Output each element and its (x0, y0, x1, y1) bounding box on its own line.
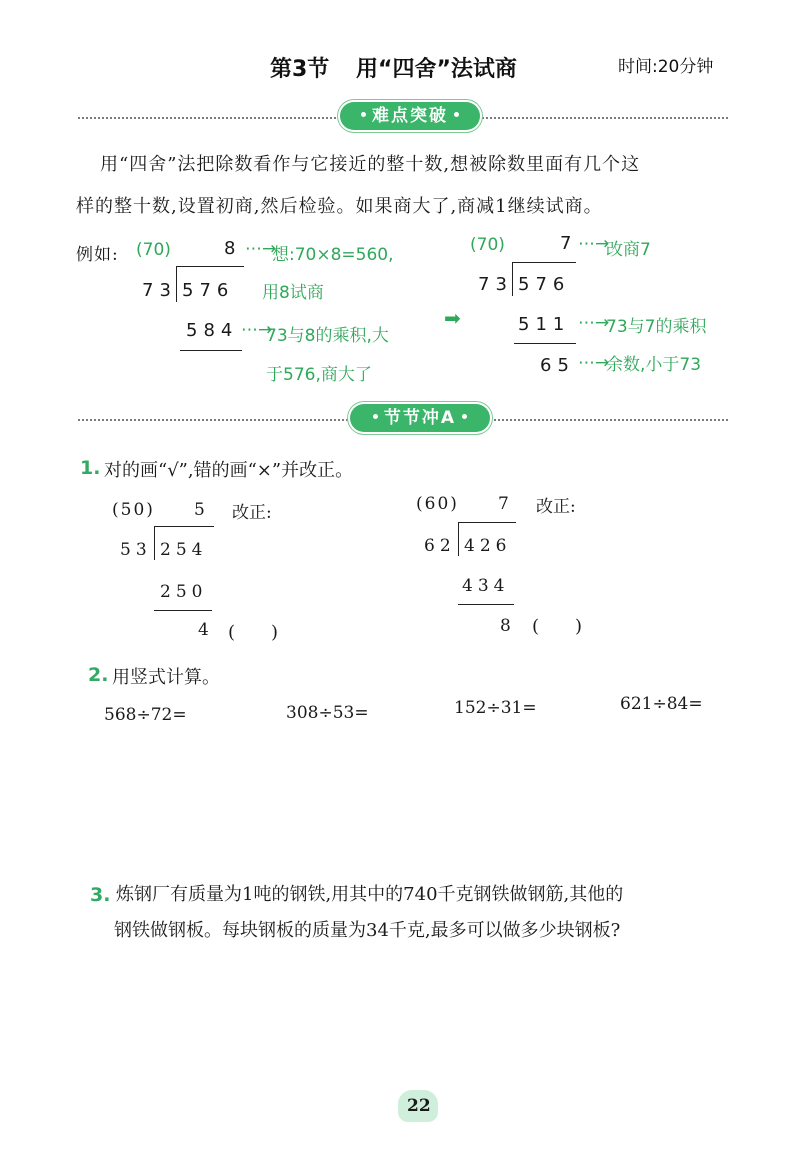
question-line-2: 钢铁做钢板。每块钢板的质量为34千克,最多可以做多少块钢板? (114, 920, 621, 941)
quotient: 5 (194, 500, 210, 520)
divisor: 62 (424, 536, 456, 556)
division-bracket (458, 522, 459, 556)
arrow-icon: ⋯→ (578, 234, 610, 254)
division-bar (154, 526, 214, 527)
correction-label: 改正: (536, 497, 576, 517)
note-try: 用8试商 (262, 283, 324, 303)
answer-parentheses[interactable]: ( ) (228, 622, 279, 643)
arrow-icon: ⋯→ (245, 239, 277, 259)
remainder-right: 65 (540, 355, 575, 376)
question-text: 用竖式计算。 (112, 667, 220, 688)
division-bar (458, 522, 516, 523)
division-bar (512, 262, 576, 263)
note-think: 想:70×8=560, (272, 245, 394, 265)
adjusted-quotient: 7 (560, 233, 578, 254)
product: 584 (186, 320, 239, 341)
quotient: 7 (498, 494, 514, 514)
expression-1: 568÷72= (104, 705, 187, 725)
right-arrow-icon: ➡ (444, 306, 461, 330)
dividend: 576 (182, 280, 235, 301)
banner-label: 难点突破 (372, 106, 448, 126)
banner-difficulty (340, 102, 480, 130)
bullet-dot (373, 414, 378, 419)
time-label: 时间:20分钟 (618, 57, 714, 77)
divisor: 73 (142, 280, 177, 301)
subtraction-line (514, 343, 576, 344)
product: 250 (160, 582, 208, 602)
remainder: 8 (500, 616, 516, 636)
expression-3: 152÷31= (454, 698, 537, 718)
page-number: 22 (407, 1096, 431, 1116)
bullet-dot (462, 414, 467, 419)
answer-parentheses[interactable]: ( ) (532, 616, 583, 637)
approx-divisor: (60) (416, 494, 459, 514)
subtraction-line (458, 604, 514, 605)
note-product-2: 于576,商大了 (266, 365, 372, 385)
remainder: 4 (198, 620, 214, 640)
division-bar (176, 266, 244, 267)
correction-label: 改正: (232, 503, 272, 523)
approx-divisor: (50) (112, 500, 155, 520)
question-text: 对的画“√”,错的画“×”并改正。 (104, 460, 354, 481)
arrow-icon: ⋯→ (241, 320, 273, 340)
divisor-right: 73 (478, 274, 513, 295)
note-product-1: 73与8的乘积,大 (266, 326, 389, 346)
expression-2: 308÷53= (286, 703, 369, 723)
expression-4: 621÷84= (620, 694, 703, 714)
dividend: 254 (160, 540, 208, 560)
section-title: 用“四舍”法试商 (356, 57, 517, 82)
question-number: 1. (80, 457, 101, 479)
product-right: 511 (518, 314, 571, 335)
arrow-icon: ⋯→ (578, 313, 610, 333)
banner-label: 节节冲A (383, 408, 457, 428)
section-number: 第3节 (270, 57, 330, 82)
product: 434 (462, 576, 510, 596)
approx-divisor: (70) (136, 240, 171, 260)
dividend: 426 (464, 536, 512, 556)
divisor: 53 (120, 540, 152, 560)
approx-divisor-right: (70) (470, 235, 505, 255)
bullet-dot (361, 112, 366, 117)
bullet-dot (454, 112, 459, 117)
note-change: 改商7 (606, 240, 651, 260)
division-bracket (154, 526, 155, 560)
example-label: 例如: (76, 245, 119, 265)
dividend-right: 576 (518, 274, 571, 295)
question-number: 2. (88, 664, 109, 686)
subtraction-line (154, 610, 212, 611)
intro-line-1: 用“四舍”法把除数看作与它接近的整十数,想被除数里面有几个这 (100, 154, 641, 175)
subtraction-line (180, 350, 242, 351)
note-remainder: 余数,小于73 (606, 355, 702, 375)
arrow-icon: ⋯→ (578, 353, 610, 373)
intro-line-2: 样的整十数,设置初商,然后检验。如果商大了,商减1继续试商。 (76, 196, 603, 217)
trial-quotient: 8 (224, 238, 242, 259)
question-line-1: 炼钢厂有质量为1吨的钢铁,用其中的740千克钢铁做钢筋,其他的 (116, 884, 624, 905)
question-number: 3. (90, 884, 111, 906)
banner-practice (350, 404, 490, 432)
note-product-right: 73与7的乘积 (606, 317, 707, 337)
